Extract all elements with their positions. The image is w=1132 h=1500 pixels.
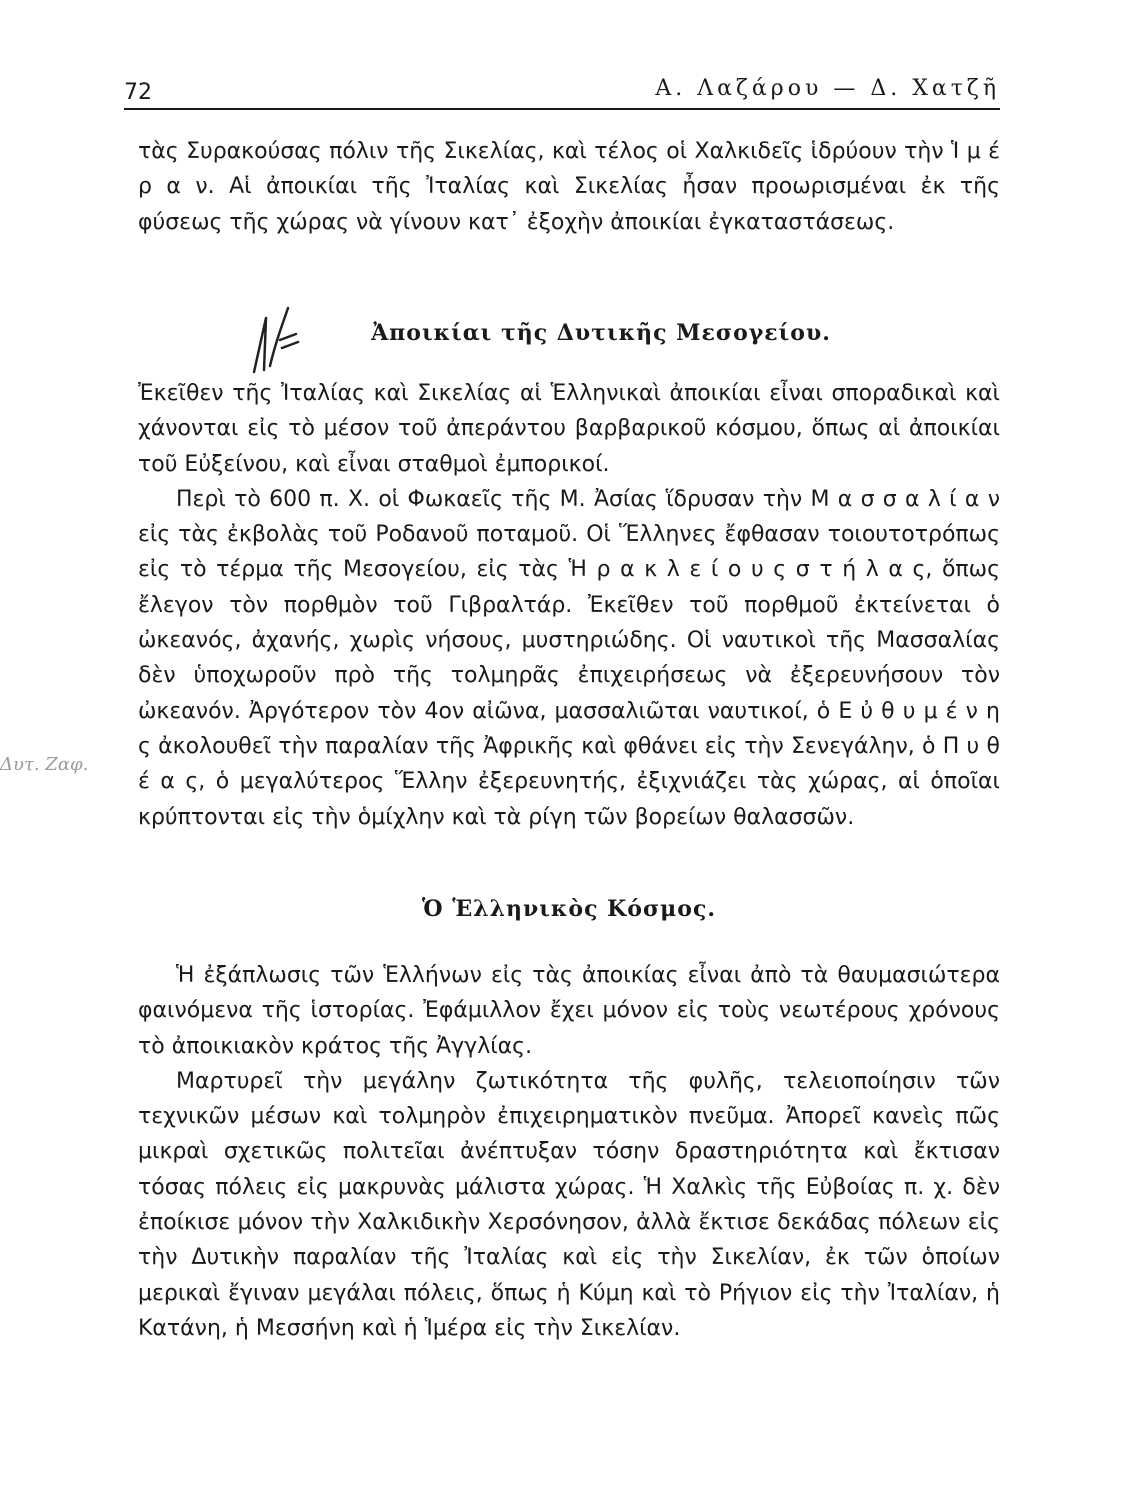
page-number: 72 bbox=[124, 80, 152, 105]
section-3 bbox=[138, 958, 1000, 1346]
paragraph: Μαρτυρεῖ τὴν μεγάλην ζωτικότητα τῆς φυλῆς, τελειοποίησιν τῶν τεχνικῶν μέσων καὶ τολμηρὸν ἐπιχειρηματικὸν πνεῦμα. Ἀπορεῖ κανεὶς πῶς μικραὶ σχετικῶς πολιτεῖαι ἀνέπτυξαν τόσην δραστηριότητα καὶ ἔκτισαν τόσας πόλεις εἰς μακρυνὰς μάλιστα χώρας. Ἡ Χαλκὶς τῆς Εὐβοίας π. χ. δὲν ἐποίκισε μόνον τὴν Χαλκιδικὴν Χερσόνησον, ἀλλὰ ἔκτισε δεκάδας πόλεων εἰς τὴν Δυτικὴν παραλίαν τῆς Ἰταλίας καὶ εἰς τὴν Σικελίαν, ἐκ τῶν ὁποίων μερικαὶ ἔγιναν μεγάλαι πόλεις, ὅπως ἡ Κύμη καὶ τὸ Ρήγιον εἰς τὴν Ἰταλίαν, ἡ Κατάνη, ἡ Μεσσήνη καὶ ἡ Ἱμέρα εἰς τὴν Σικελίαν. bbox=[138, 1068, 1000, 1341]
section-heading-hellenic-world: Ὁ Ἑλληνικὸς Κόσμος. bbox=[421, 896, 717, 922]
paragraph: Ἐκεῖθεν τῆς Ἰταλίας καὶ Σικελίας αἱ Ἑλληνικαὶ ἀποικίαι εἶναι σποραδικαὶ καὶ χάνονται εἰς τὸ μέσον τοῦ ἀπεράντου βαρβαρικοῦ κόσμου, ὅπως αἱ ἀποικίαι τοῦ Εὐξείνου, καὶ εἶναι σταθμοὶ ἐμπορικοί. bbox=[138, 381, 1000, 477]
section-1 bbox=[138, 134, 1000, 240]
paragraph: Ἡ ἐξάπλωσις τῶν Ἑλλήνων εἰς τὰς ἀποικίας εἶναι ἀπὸ τὰ θαυμασιώτερα φαινόμενα τῆς ἱστορίας. Ἐφάμιλλον ἔχει μόνον εἰς τοὺς νεωτέρους χρόνους τὸ ἀποικιακὸν κράτος τῆς Ἀγγλίας. bbox=[138, 963, 1000, 1059]
paragraph: Περὶ τὸ 600 π. Χ. οἱ Φωκαεῖς τῆς Μ. Ἀσίας ἵδρυσαν τὴν Μ α σ σ α λ ί α ν εἰς τὰς ἐκβολὰς τοῦ Ροδανοῦ ποταμοῦ. Οἱ Ἕλληνες ἔφθασαν τοιουτοτρόπως εἰς τὸ τέρμα τῆς Μεσογείου, εἰς τὰς Ἡ ρ α κ λ ε ί ο υ ς σ τ ή λ α ς, ὅπως ἔλεγον τὸν πορθμὸν τοῦ Γιβραλτάρ. Ἐκεῖθεν τοῦ πορθμοῦ ἐκτείνεται ὁ ὠκεανός, ἀχανής, χωρὶς νήσους, μυστηριώδης. Οἱ ναυτικοὶ τῆς Μασσαλίας δὲν ὑποχωροῦν πρὸ τῆς τολμηρᾶς ἐπιχειρήσεως νὰ ἐξερευνήσουν τὸν ὠκεανόν. Ἀργότερον τὸν 4ον αἰῶνα, μασσαλιῶται ναυτικοί, ὁ Ε ὐ θ υ μ έ ν η ς ἀκολουθεῖ τὴν παραλίαν τῆς Ἀφρικῆς καὶ φθάνει εἰς τὴν Σενεγάλην, ὁ Π υ θ έ α ς, ὁ μεγαλύτερος Ἕλλην ἐξερευνητής, ἐξιχνιάζει τὰς χώρας, αἱ ὁποῖαι κρύπτονται εἰς τὴν ὁμίχλην καὶ τὰ ρίγη τῶν βορείων θαλασσῶν. bbox=[138, 486, 1000, 830]
running-head: Α. Λαζάρου — Δ. Χατζῆ bbox=[655, 76, 1000, 101]
section-2 bbox=[138, 376, 1000, 835]
header-rule bbox=[124, 108, 1000, 110]
section-heading-western-mediterranean: Ἀποικίαι τῆς Δυτικῆς Μεσογείου. bbox=[371, 320, 831, 346]
margin-note: Δυτ. Ζαφ. bbox=[0, 754, 89, 775]
paragraph: τὰς Συρακούσας πόλιν τῆς Σικελίας, καὶ τέλος οἱ Χαλκιδεῖς ἱδρύουν τὴν Ἱ μ έ ρ α ν. Αἱ ἀποικίαι τῆς Ἰταλίας καὶ Σικελίας ἦσαν προωρισμέναι ἐκ τῆς φύσεως τῆς χώρας νὰ γίνουν κατ᾿ ἐξοχὴν ἀποικίαι ἐγκαταστάσεως. bbox=[138, 139, 1000, 235]
